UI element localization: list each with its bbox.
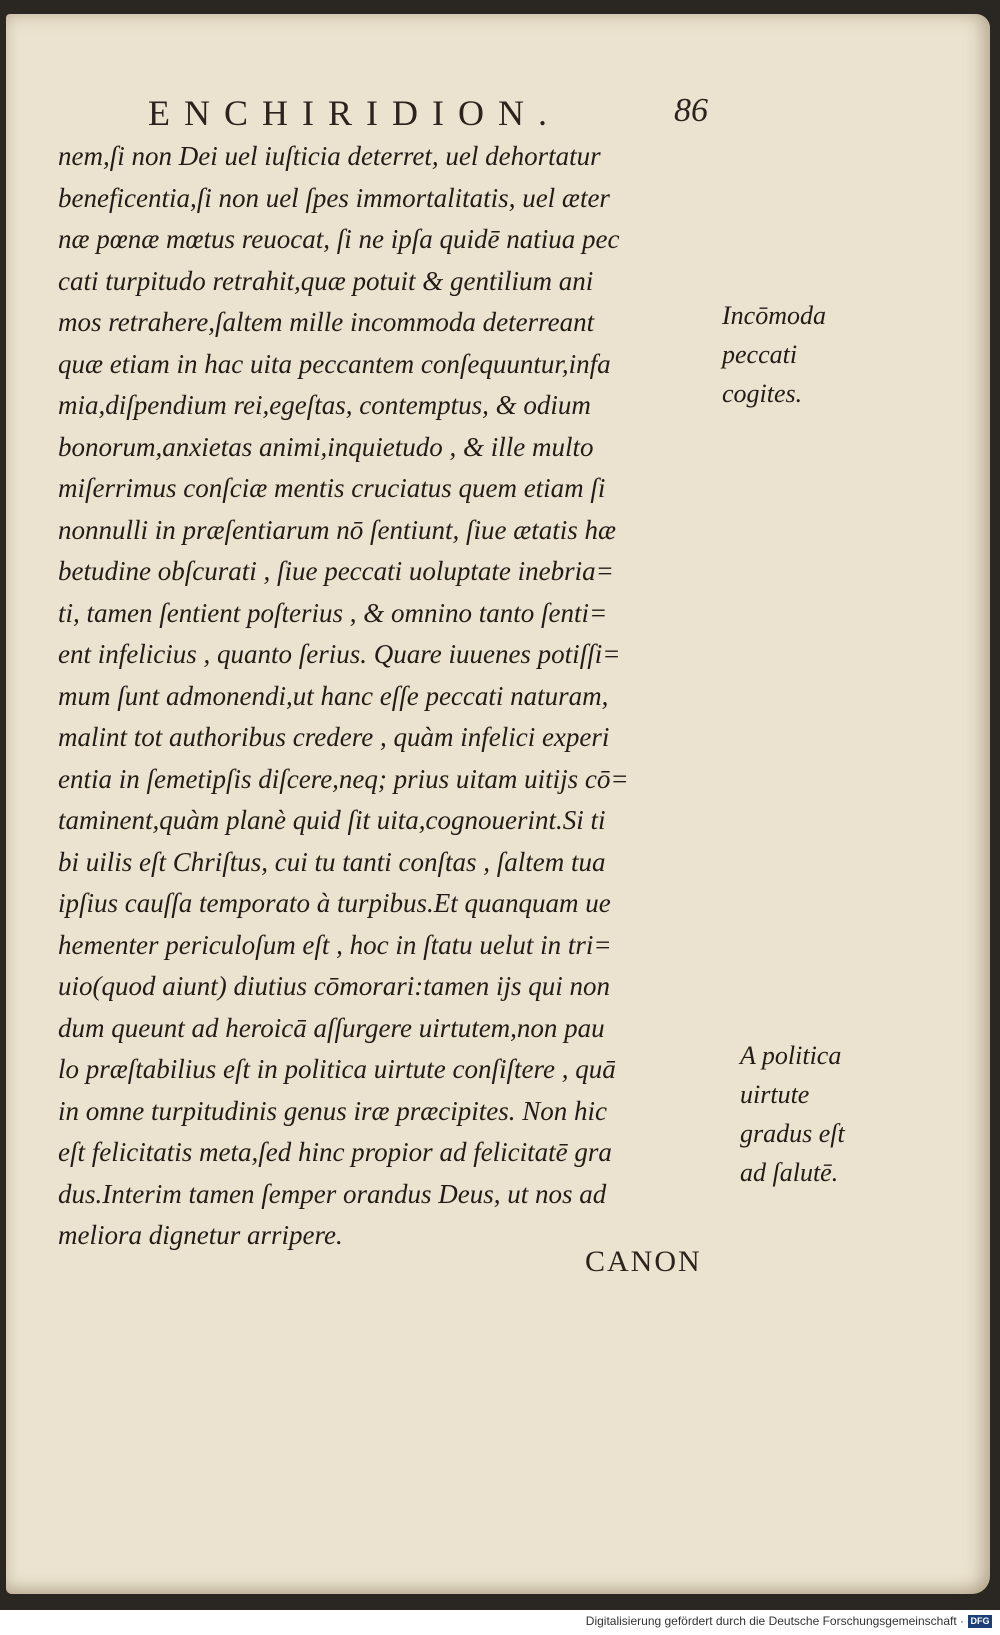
main-text-block bbox=[58, 136, 718, 1257]
text-line: bonorum,anxietas animi,inquietudo , & ille multo bbox=[58, 431, 594, 462]
text-line: næ pœnæ mœtus reuocat, ſi ne ipſa quidē natiua pec bbox=[58, 224, 620, 254]
text-line: mia,diſpendium rei,egeſtas, contemptus, & odium bbox=[58, 390, 591, 420]
text-line: taminent,quàm planè quid ſit uita,cognouerint.Si ti bbox=[58, 805, 606, 835]
text-line: entia in ſemetipſis diſcere,neq; prius uitam uitijs cō= bbox=[58, 763, 629, 794]
margin-note-line: Incōmoda bbox=[722, 301, 826, 330]
text-line: in omne turpitudinis genus iræ præcipites. Non hic bbox=[58, 1095, 608, 1126]
dfg-logo: DFG bbox=[968, 1615, 992, 1628]
text-line: nem,ſi non Dei uel iuſticia deterret, uel dehortatur bbox=[58, 141, 601, 171]
text-line: bi uilis eſt Chriſtus, cui tu tanti conſtas , ſaltem tua bbox=[58, 846, 606, 877]
running-title: ENCHIRIDION. bbox=[148, 93, 561, 133]
text-line: mos retrahere,ſaltem mille incommoda deterreant bbox=[58, 307, 595, 337]
catchword: CANON bbox=[585, 1245, 702, 1278]
text-line: nonnulli in præſentiarum nō ſentiunt, ſiue ætatis hæ bbox=[58, 514, 617, 545]
text-line: mum ſunt admonendi,ut hanc eſſe peccati naturam, bbox=[58, 680, 609, 711]
text-line: betudine obſcurati , ſiue peccati uoluptate inebria= bbox=[58, 556, 614, 586]
text-line: dus.Interim tamen ſemper orandus Deus, ut nos ad bbox=[58, 1178, 607, 1209]
text-line: quæ etiam in hac uita peccantem conſequuntur,infa bbox=[58, 348, 611, 379]
footer-credit: Digitalisierung gefördert durch die Deutsche Forschungsgemeinschaft · bbox=[585, 1614, 964, 1628]
margin-note-politica bbox=[740, 1036, 845, 1192]
text-line: ti, tamen ſentient poſterius , & omnino tanto ſenti= bbox=[58, 597, 608, 628]
text-line: cati turpitudo retrahit,quæ potuit & gentilium ani bbox=[58, 265, 594, 296]
text-line: eſt felicitatis meta,ſed hinc propior ad felicitatē gra bbox=[58, 1137, 612, 1167]
running-header bbox=[148, 92, 708, 136]
text-line: ipſius cauſſa temporato à turpibus.Et quanquam ue bbox=[58, 888, 611, 918]
margin-note-line: cogites. bbox=[722, 379, 803, 408]
text-line: miſerrimus conſciæ mentis cruciatus quem etiam ſi bbox=[58, 473, 606, 503]
text-line: meliora dignetur arripere. bbox=[58, 1220, 343, 1250]
text-line: malint tot authoribus credere , quàm infelici experi bbox=[58, 722, 610, 752]
text-line: uio(quod aiunt) diutius cōmorari:tamen ijs qui non bbox=[58, 971, 610, 1001]
margin-note-line: ad ſalutē. bbox=[740, 1158, 839, 1187]
margin-note-line: uirtute bbox=[740, 1080, 810, 1109]
text-line: lo præſtabilius eſt in politica uirtute conſiſtere , quā bbox=[58, 1054, 616, 1084]
text-line: beneficentia,ſi non uel ſpes immortalitatis, uel æter bbox=[58, 182, 610, 213]
text-line: ent infelicius , quanto ſerius. Quare iuuenes potiſſi= bbox=[58, 639, 621, 669]
text-line: dum queunt ad heroicā aſſurgere uirtutem,non pau bbox=[58, 1012, 605, 1043]
page-number: 86 bbox=[674, 92, 708, 129]
text-line: hementer periculoſum eſt , hoc in ſtatu uelut in tri= bbox=[58, 929, 612, 960]
margin-note-line: A politica bbox=[740, 1041, 842, 1070]
margin-note-line: peccati bbox=[722, 340, 798, 369]
margin-note-line: gradus eſt bbox=[740, 1119, 845, 1148]
margin-note-incommoda bbox=[722, 296, 826, 413]
digitization-footer bbox=[586, 1614, 992, 1628]
